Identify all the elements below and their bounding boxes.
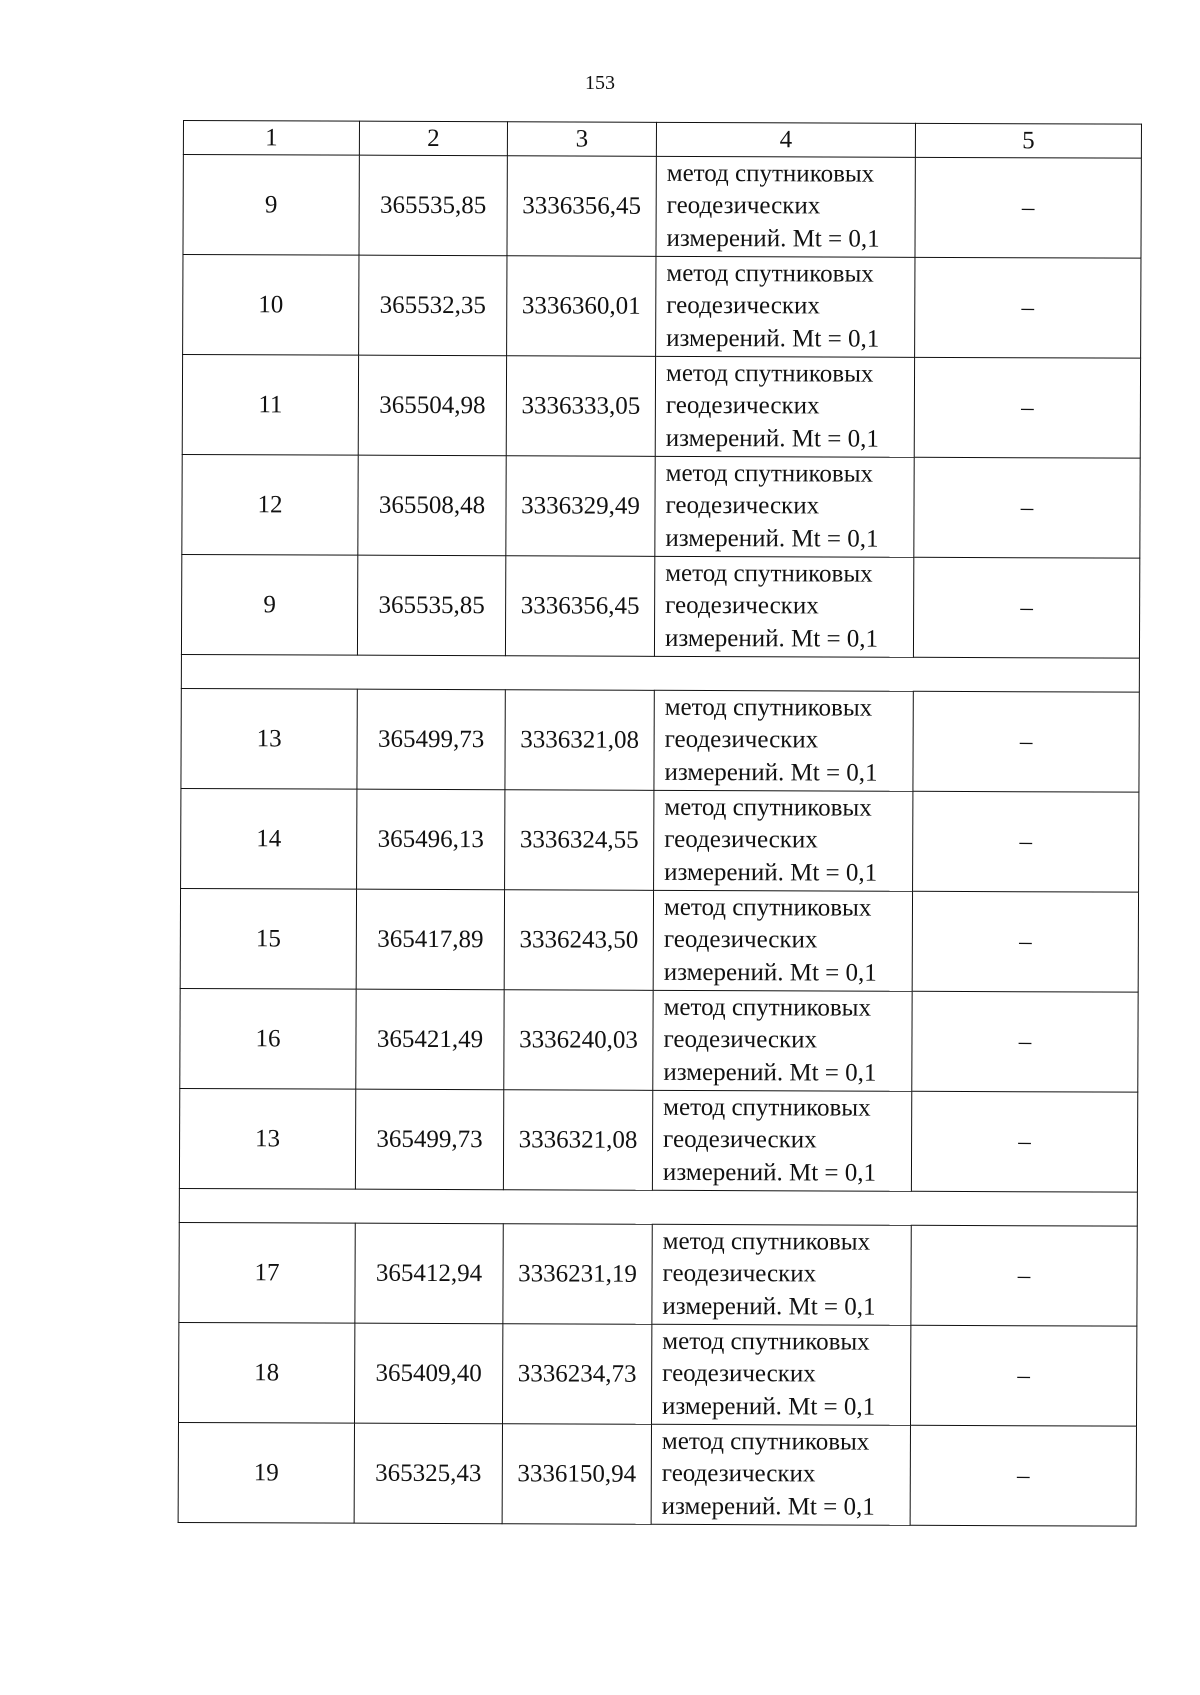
table-row bbox=[183, 155, 1141, 259]
x-coordinate-cell: 365496,13 bbox=[357, 789, 505, 890]
note-cell: – bbox=[912, 891, 1138, 992]
method-description-line: геодезических bbox=[665, 592, 819, 620]
method-description-cell bbox=[655, 456, 914, 557]
method-description-cell bbox=[652, 1224, 911, 1325]
note-cell: – bbox=[912, 991, 1138, 1092]
note-cell: – bbox=[913, 557, 1139, 658]
note-cell: – bbox=[911, 1091, 1137, 1192]
method-description-line: метод спутниковых bbox=[663, 893, 872, 922]
column-header-5: 5 bbox=[915, 123, 1141, 158]
method-description-cell bbox=[656, 256, 915, 357]
section-separator-row bbox=[179, 1188, 1137, 1226]
method-description-line: метод спутниковых bbox=[663, 1093, 871, 1122]
method-description-line: метод спутниковых bbox=[664, 793, 872, 822]
note-cell: – bbox=[911, 1225, 1137, 1326]
table-row bbox=[179, 1088, 1137, 1192]
method-description-line: геодезических bbox=[664, 826, 818, 854]
y-coordinate-cell: 3336321,08 bbox=[505, 690, 654, 791]
y-coordinate-cell: 3336333,05 bbox=[506, 356, 655, 457]
point-number-cell: 19 bbox=[178, 1422, 354, 1523]
method-description-cell bbox=[654, 790, 913, 891]
method-description-line: измерений. Mt = 0,1 bbox=[664, 758, 878, 787]
section-separator-row bbox=[181, 654, 1139, 692]
x-coordinate-cell: 365508,48 bbox=[358, 455, 506, 556]
header-row bbox=[183, 121, 1141, 159]
point-number-cell: 16 bbox=[180, 988, 356, 1089]
point-number-cell: 13 bbox=[181, 688, 357, 789]
x-coordinate-cell: 365499,73 bbox=[357, 689, 505, 790]
point-number-cell: 11 bbox=[182, 355, 358, 456]
x-coordinate-cell: 365412,94 bbox=[355, 1223, 503, 1324]
point-number-cell: 10 bbox=[183, 255, 359, 356]
method-description-cell bbox=[654, 690, 913, 791]
method-description-line: измерений. Mt = 0,1 bbox=[665, 424, 879, 453]
point-number-cell: 13 bbox=[179, 1088, 355, 1189]
table-row bbox=[180, 988, 1138, 1092]
table-row bbox=[178, 1422, 1136, 1526]
method-description-line: метод спутниковых bbox=[662, 1227, 871, 1256]
method-description-line: метод спутниковых bbox=[665, 459, 874, 488]
method-description-line: геодезических bbox=[663, 926, 818, 954]
x-coordinate-cell: 365535,85 bbox=[357, 555, 505, 656]
method-description-cell bbox=[652, 1090, 911, 1191]
y-coordinate-cell: 3336243,50 bbox=[504, 890, 653, 991]
method-description-line: геодезических bbox=[663, 1126, 817, 1154]
method-description-line: измерений. Mt = 0,1 bbox=[666, 324, 880, 353]
section-separator-cell bbox=[179, 1188, 1137, 1226]
note-cell: – bbox=[910, 1325, 1136, 1426]
method-description-line: измерений. Mt = 0,1 bbox=[662, 1392, 876, 1421]
y-coordinate-cell: 3336356,45 bbox=[505, 556, 654, 657]
column-header-3: 3 bbox=[507, 122, 656, 157]
point-number-cell: 17 bbox=[179, 1222, 355, 1323]
method-description-line: метод спутниковых bbox=[664, 693, 873, 722]
method-description-line: измерений. Mt = 0,1 bbox=[664, 624, 879, 653]
y-coordinate-cell: 3336329,49 bbox=[506, 456, 655, 557]
method-description-cell bbox=[653, 990, 912, 1091]
method-description-line: измерений. Mt = 0,1 bbox=[665, 524, 879, 553]
point-number-cell: 15 bbox=[180, 888, 356, 989]
method-description-line: геодезических bbox=[662, 1260, 817, 1288]
x-coordinate-cell: 365535,85 bbox=[359, 155, 507, 256]
y-coordinate-cell: 3336324,55 bbox=[505, 790, 654, 891]
table-row bbox=[180, 888, 1138, 992]
note-cell: – bbox=[913, 791, 1139, 892]
method-description-cell bbox=[654, 556, 913, 657]
column-header-4: 4 bbox=[656, 122, 915, 157]
section-separator-cell bbox=[181, 654, 1139, 692]
note-cell: – bbox=[915, 257, 1141, 358]
point-number-cell: 12 bbox=[182, 454, 358, 555]
method-description-line: измерений. Mt = 0,1 bbox=[663, 958, 877, 987]
y-coordinate-cell: 3336240,03 bbox=[504, 990, 653, 1091]
table-row bbox=[181, 554, 1139, 658]
coordinates-table bbox=[178, 120, 1142, 1527]
table-row bbox=[183, 255, 1141, 359]
x-coordinate-cell: 365325,43 bbox=[354, 1423, 502, 1524]
method-description-line: метод спутниковых bbox=[665, 359, 874, 388]
table-row bbox=[179, 1222, 1137, 1326]
point-number-cell: 9 bbox=[183, 155, 359, 256]
note-cell: – bbox=[910, 1425, 1136, 1526]
note-cell: – bbox=[914, 357, 1140, 458]
x-coordinate-cell: 365504,98 bbox=[358, 355, 506, 456]
x-coordinate-cell: 365417,89 bbox=[356, 889, 504, 990]
method-description-line: геодезических bbox=[665, 392, 820, 420]
method-description-cell bbox=[651, 1324, 910, 1425]
method-description-cell bbox=[651, 1424, 910, 1525]
table-row bbox=[182, 454, 1140, 558]
method-description-line: метод спутниковых bbox=[663, 993, 872, 1022]
method-description-line: геодезических bbox=[666, 292, 820, 320]
method-description-line: измерений. Mt = 0,1 bbox=[663, 1058, 877, 1087]
method-description-line: измерений. Mt = 0,1 bbox=[664, 858, 878, 887]
table-row bbox=[178, 1322, 1136, 1426]
method-description-line: измерений. Mt = 0,1 bbox=[666, 224, 880, 253]
point-number-cell: 14 bbox=[181, 788, 357, 889]
method-description-line: геодезических bbox=[663, 1026, 818, 1054]
y-coordinate-cell: 3336150,94 bbox=[502, 1424, 651, 1525]
table-row bbox=[181, 788, 1139, 892]
method-description-line: метод спутниковых bbox=[662, 1327, 870, 1356]
y-coordinate-cell: 3336360,01 bbox=[507, 256, 656, 357]
method-description-line: геодезических bbox=[665, 492, 820, 520]
method-description-line: метод спутниковых bbox=[666, 259, 874, 288]
method-description-line: геодезических bbox=[664, 726, 819, 754]
coordinates-table-body bbox=[178, 121, 1141, 1527]
table-row bbox=[182, 355, 1140, 459]
note-cell: – bbox=[913, 691, 1139, 792]
column-header-2: 2 bbox=[359, 121, 507, 156]
x-coordinate-cell: 365532,35 bbox=[359, 255, 507, 356]
method-description-line: измерений. Mt = 0,1 bbox=[662, 1292, 876, 1321]
y-coordinate-cell: 3336234,73 bbox=[502, 1324, 651, 1425]
table-row bbox=[181, 688, 1139, 792]
method-description-line: геодезических bbox=[661, 1460, 816, 1488]
y-coordinate-cell: 3336356,45 bbox=[507, 156, 656, 257]
x-coordinate-cell: 365421,49 bbox=[356, 989, 504, 1090]
method-description-line: геодезических bbox=[662, 1360, 816, 1388]
method-description-line: метод спутниковых bbox=[666, 159, 875, 188]
note-cell: – bbox=[915, 157, 1141, 258]
page-number: 153 bbox=[585, 72, 615, 94]
note-cell: – bbox=[914, 457, 1140, 558]
y-coordinate-cell: 3336231,19 bbox=[503, 1224, 652, 1325]
method-description-line: метод спутниковых bbox=[665, 559, 873, 588]
x-coordinate-cell: 365409,40 bbox=[354, 1323, 502, 1424]
point-number-cell: 9 bbox=[181, 554, 357, 655]
y-coordinate-cell: 3336321,08 bbox=[503, 1090, 652, 1191]
point-number-cell: 18 bbox=[178, 1322, 354, 1423]
method-description-line: измерений. Mt = 0,1 bbox=[661, 1492, 875, 1521]
method-description-line: геодезических bbox=[666, 192, 821, 220]
method-description-line: метод спутниковых bbox=[661, 1427, 870, 1456]
x-coordinate-cell: 365499,73 bbox=[355, 1089, 503, 1190]
method-description-cell bbox=[656, 156, 915, 257]
method-description-cell bbox=[655, 356, 914, 457]
method-description-line: измерений. Mt = 0,1 bbox=[662, 1158, 877, 1187]
method-description-cell bbox=[653, 890, 912, 991]
column-header-1: 1 bbox=[183, 121, 359, 156]
